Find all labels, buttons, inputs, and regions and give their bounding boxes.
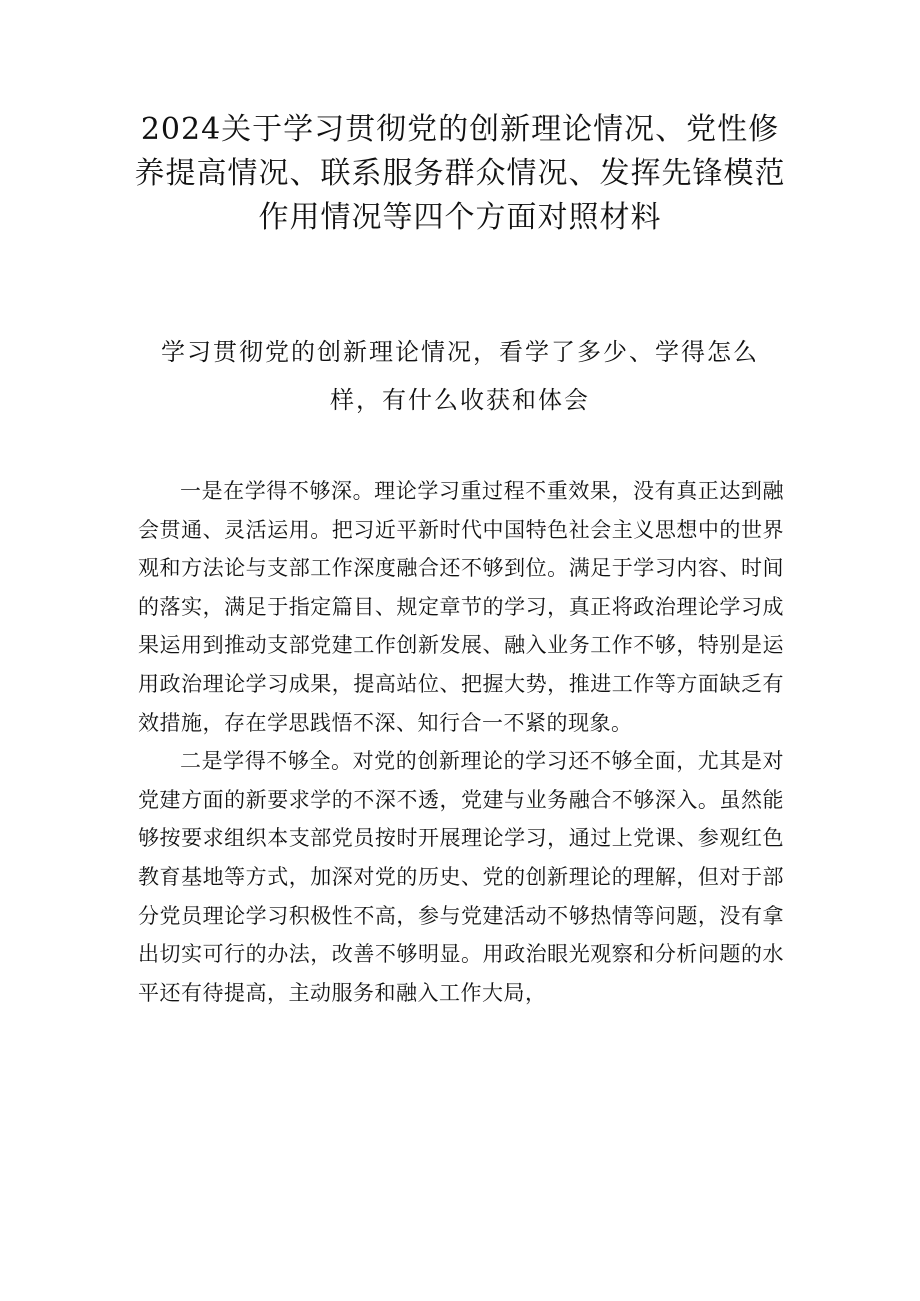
paragraph-1: 一是在学得不够深。理论学习重过程不重效果，没有真正达到融会贯通、灵活运用。把习近平新时代中国特色社会主义思想中的世界观和方法论与支部工作深度融合还不够到位。满足于学习内容、时间的落实，满足于指定篇目、规定章节的学习，真正将政治理论学习成果运用到推动支部党建工作创新发展、融入业务工作不够，特别是运用政治理论学习成果，提高站位、把握大势，推进工作等方面缺乏有效措施，存在学思践悟不深、知行合一不紧的现象。 [138,479,784,735]
section-heading: 学习贯彻党的创新理论情况，看学了多少、学得怎么样，有什么收获和体会 [161,338,759,414]
document-title: 2024关于学习贯彻党的创新理论情况、党性修养提高情况、联系服务群众情况、发挥先锋模范作用情况等四个方面对照材料 [134,112,786,235]
document-body [138,472,784,1012]
paragraph-2: 二是学得不够全。对党的创新理论的学习还不够全面，尤其是对党建方面的新要求学的不深不透，党建与业务融合不够深入。虽然能够按要求组织本支部党员按时开展理论学习，通过上党课、参观红色教育基地等方式，加深对党的历史、党的创新理论的理解，但对于部分党员理论学习积极性不高，参与党建活动不够热情等问题，没有拿出切实可行的办法，改善不够明显。用政治眼光观察和分析问题的水平还有待提高，主动服务和融入工作大局， [138,749,784,1005]
